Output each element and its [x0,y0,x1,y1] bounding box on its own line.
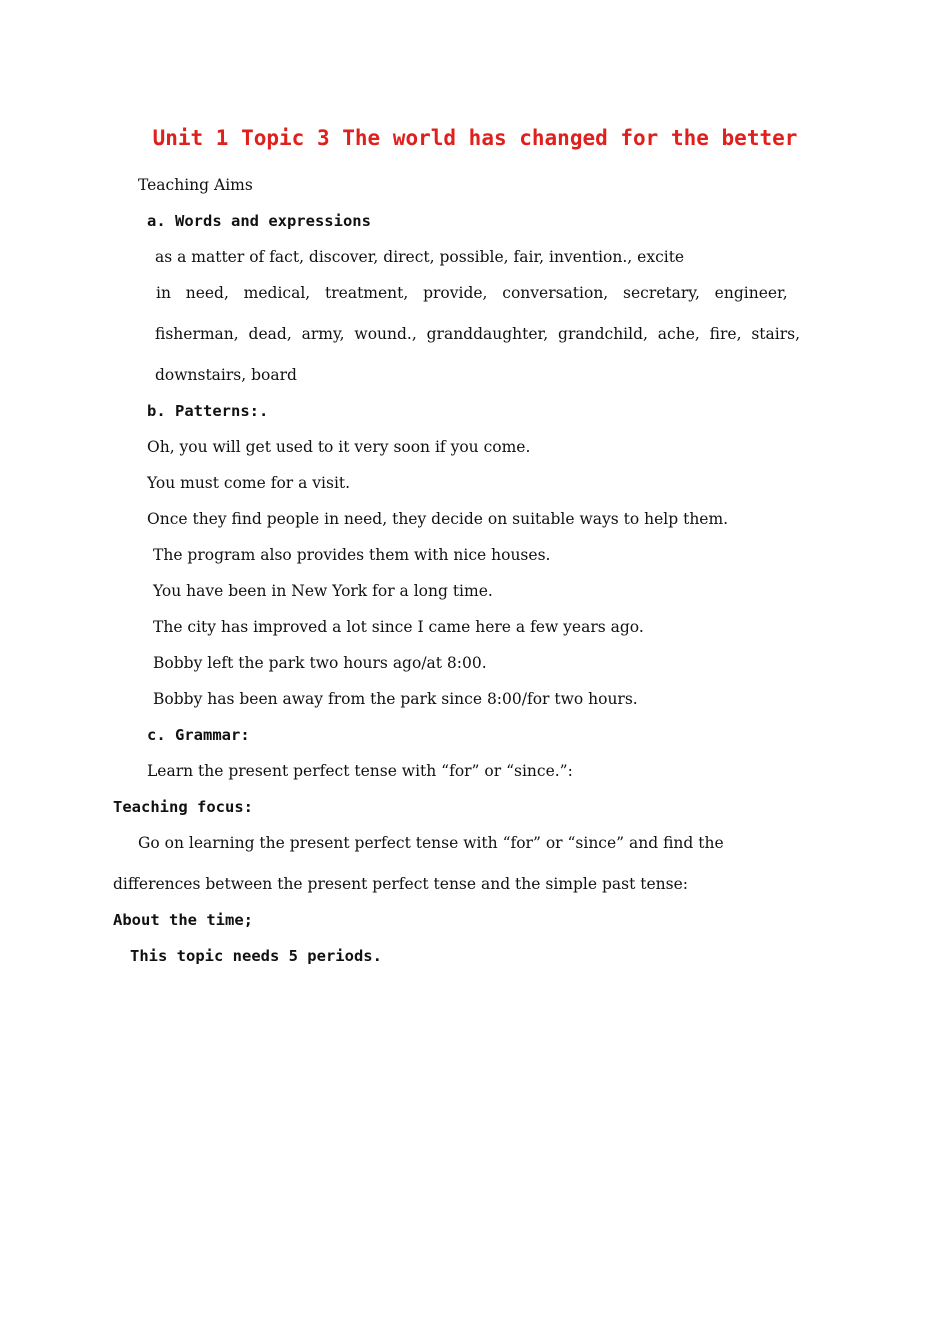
grammar-line: Learn the present perfect tense with “for” or “since.”: [147,762,573,780]
pattern-line-4: The program also provides them with nice houses. [153,546,551,564]
teaching-focus-line-2: differences between the present perfect tense and the simple past tense: [113,875,688,893]
words-heading: a. Words and expressions [147,212,371,230]
teaching-focus-heading: Teaching focus: [113,798,253,816]
about-time-line: This topic needs 5 periods. [130,947,382,965]
teaching-focus-line-1: Go on learning the present perfect tense with “for” or “since” and find the [138,834,724,852]
document-title: Unit 1 Topic 3 The world has changed for the better [152,126,798,150]
words-line-2: in need, medical, treatment, provide, conversation, secretary, engineer, [156,284,788,302]
pattern-line-3: Once they find people in need, they decide on suitable ways to help them. [147,510,729,528]
pattern-line-5: You have been in New York for a long time. [153,582,493,600]
pattern-line-1: Oh, you will get used to it very soon if you come. [147,438,531,456]
pattern-line-6: The city has improved a lot since I came here a few years ago. [153,618,644,636]
words-line-3: fisherman, dead, army, wound., granddaughter, grandchild, ache, fire, stairs, [155,325,801,343]
words-line-1: as a matter of fact, discover, direct, possible, fair, invention., excite [155,248,685,266]
patterns-heading: b. Patterns:. [147,402,269,420]
pattern-line-8: Bobby has been away from the park since 8:00/for two hours. [153,690,638,708]
words-line-4: downstairs, board [155,366,297,384]
pattern-line-2: You must come for a visit. [147,474,351,492]
teaching-aims-heading: Teaching Aims [138,176,253,194]
grammar-heading: c. Grammar: [147,726,250,744]
about-time-heading: About the time; [113,911,253,929]
pattern-line-7: Bobby left the park two hours ago/at 8:00. [153,654,487,672]
